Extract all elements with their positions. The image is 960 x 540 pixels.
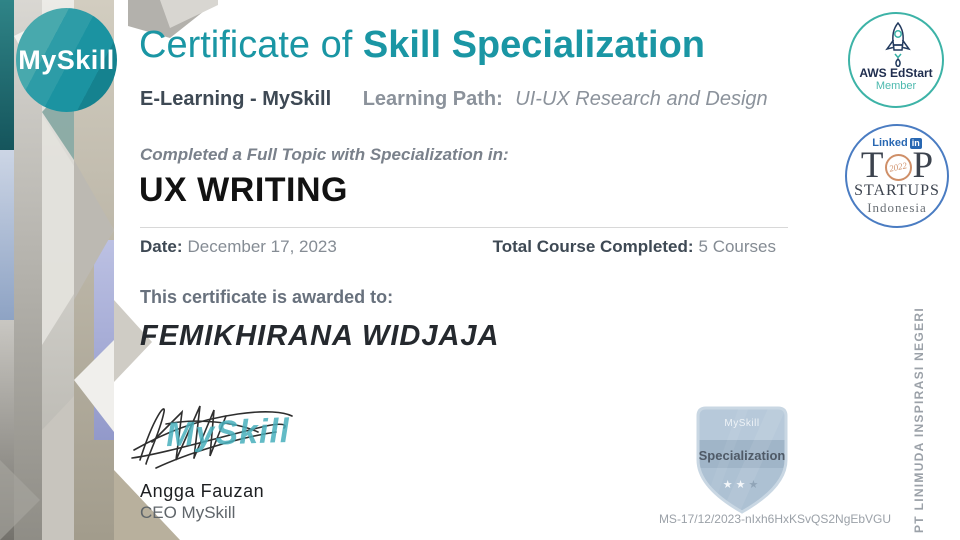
shield-stars <box>692 478 792 491</box>
medal-icon <box>885 154 912 181</box>
top-letter-t: T <box>860 145 884 186</box>
specialization-shield-badge <box>692 404 792 516</box>
shield-label-text: Specialization <box>698 448 786 463</box>
star-icon <box>736 479 749 491</box>
signer-name: Angga Fauzan <box>140 481 265 501</box>
divider-line <box>140 227 788 228</box>
signature-block <box>126 398 306 478</box>
star-icon <box>748 479 761 491</box>
linkedin-in-icon: in <box>911 137 920 148</box>
topic-title: UX WRITING <box>139 171 348 209</box>
learning-path-label: Learning Path: <box>362 88 503 110</box>
meta-row <box>140 237 776 257</box>
shield-brand-text: MySkill <box>724 418 760 429</box>
top-wordmark <box>861 147 933 185</box>
date-label: Date: <box>140 237 183 256</box>
total-courses-group <box>493 237 776 257</box>
top-letter-p: P <box>912 145 934 186</box>
aws-badge-title: AWS EdStart <box>859 66 933 80</box>
certificate-id: MS-17/12/2023-nIxh6HxKSvQS2NgEbVGU <box>658 512 892 526</box>
linkedin-logo-text: Linked <box>872 137 908 149</box>
date-value: December 17, 2023 <box>187 237 337 256</box>
total-courses-value: 5 Courses <box>698 237 776 256</box>
awarded-to-label: This certificate is awarded to: <box>140 287 394 307</box>
rocket-icon <box>878 21 918 67</box>
org-name: E-Learning - MySkill <box>140 88 332 110</box>
aws-edstart-badge <box>848 12 944 108</box>
signer-title: CEO MySkill <box>140 503 236 522</box>
total-courses-label: Total Course Completed: <box>492 237 694 256</box>
title-bold: Skill Specialization <box>362 24 705 66</box>
signature-watermark: MySkill <box>165 411 291 455</box>
subtitle <box>140 88 768 111</box>
title-regular: Certificate of <box>139 24 363 66</box>
aws-badge-subtitle: Member <box>875 80 917 92</box>
star-icon <box>723 479 736 491</box>
certificate-title <box>139 24 705 67</box>
myskill-logo <box>16 8 117 112</box>
completion-intro: Completed a Full Topic with Specialization in: <box>140 145 509 164</box>
date-group <box>140 237 337 257</box>
medal-year: 2022 <box>888 160 908 174</box>
startups-text: STARTUPS <box>854 182 940 199</box>
myskill-logo-text: MySkill <box>18 44 115 75</box>
company-name-vertical: PT LINIMUDA INSPIRASI NEGERI <box>912 307 926 533</box>
country-text: Indonesia <box>867 200 927 215</box>
recipient-name: FEMIKHIRANA WIDJAJA <box>140 320 500 352</box>
linkedin-top-startups-badge <box>845 124 949 228</box>
learning-path-value: UI-UX Research and Design <box>515 88 768 110</box>
